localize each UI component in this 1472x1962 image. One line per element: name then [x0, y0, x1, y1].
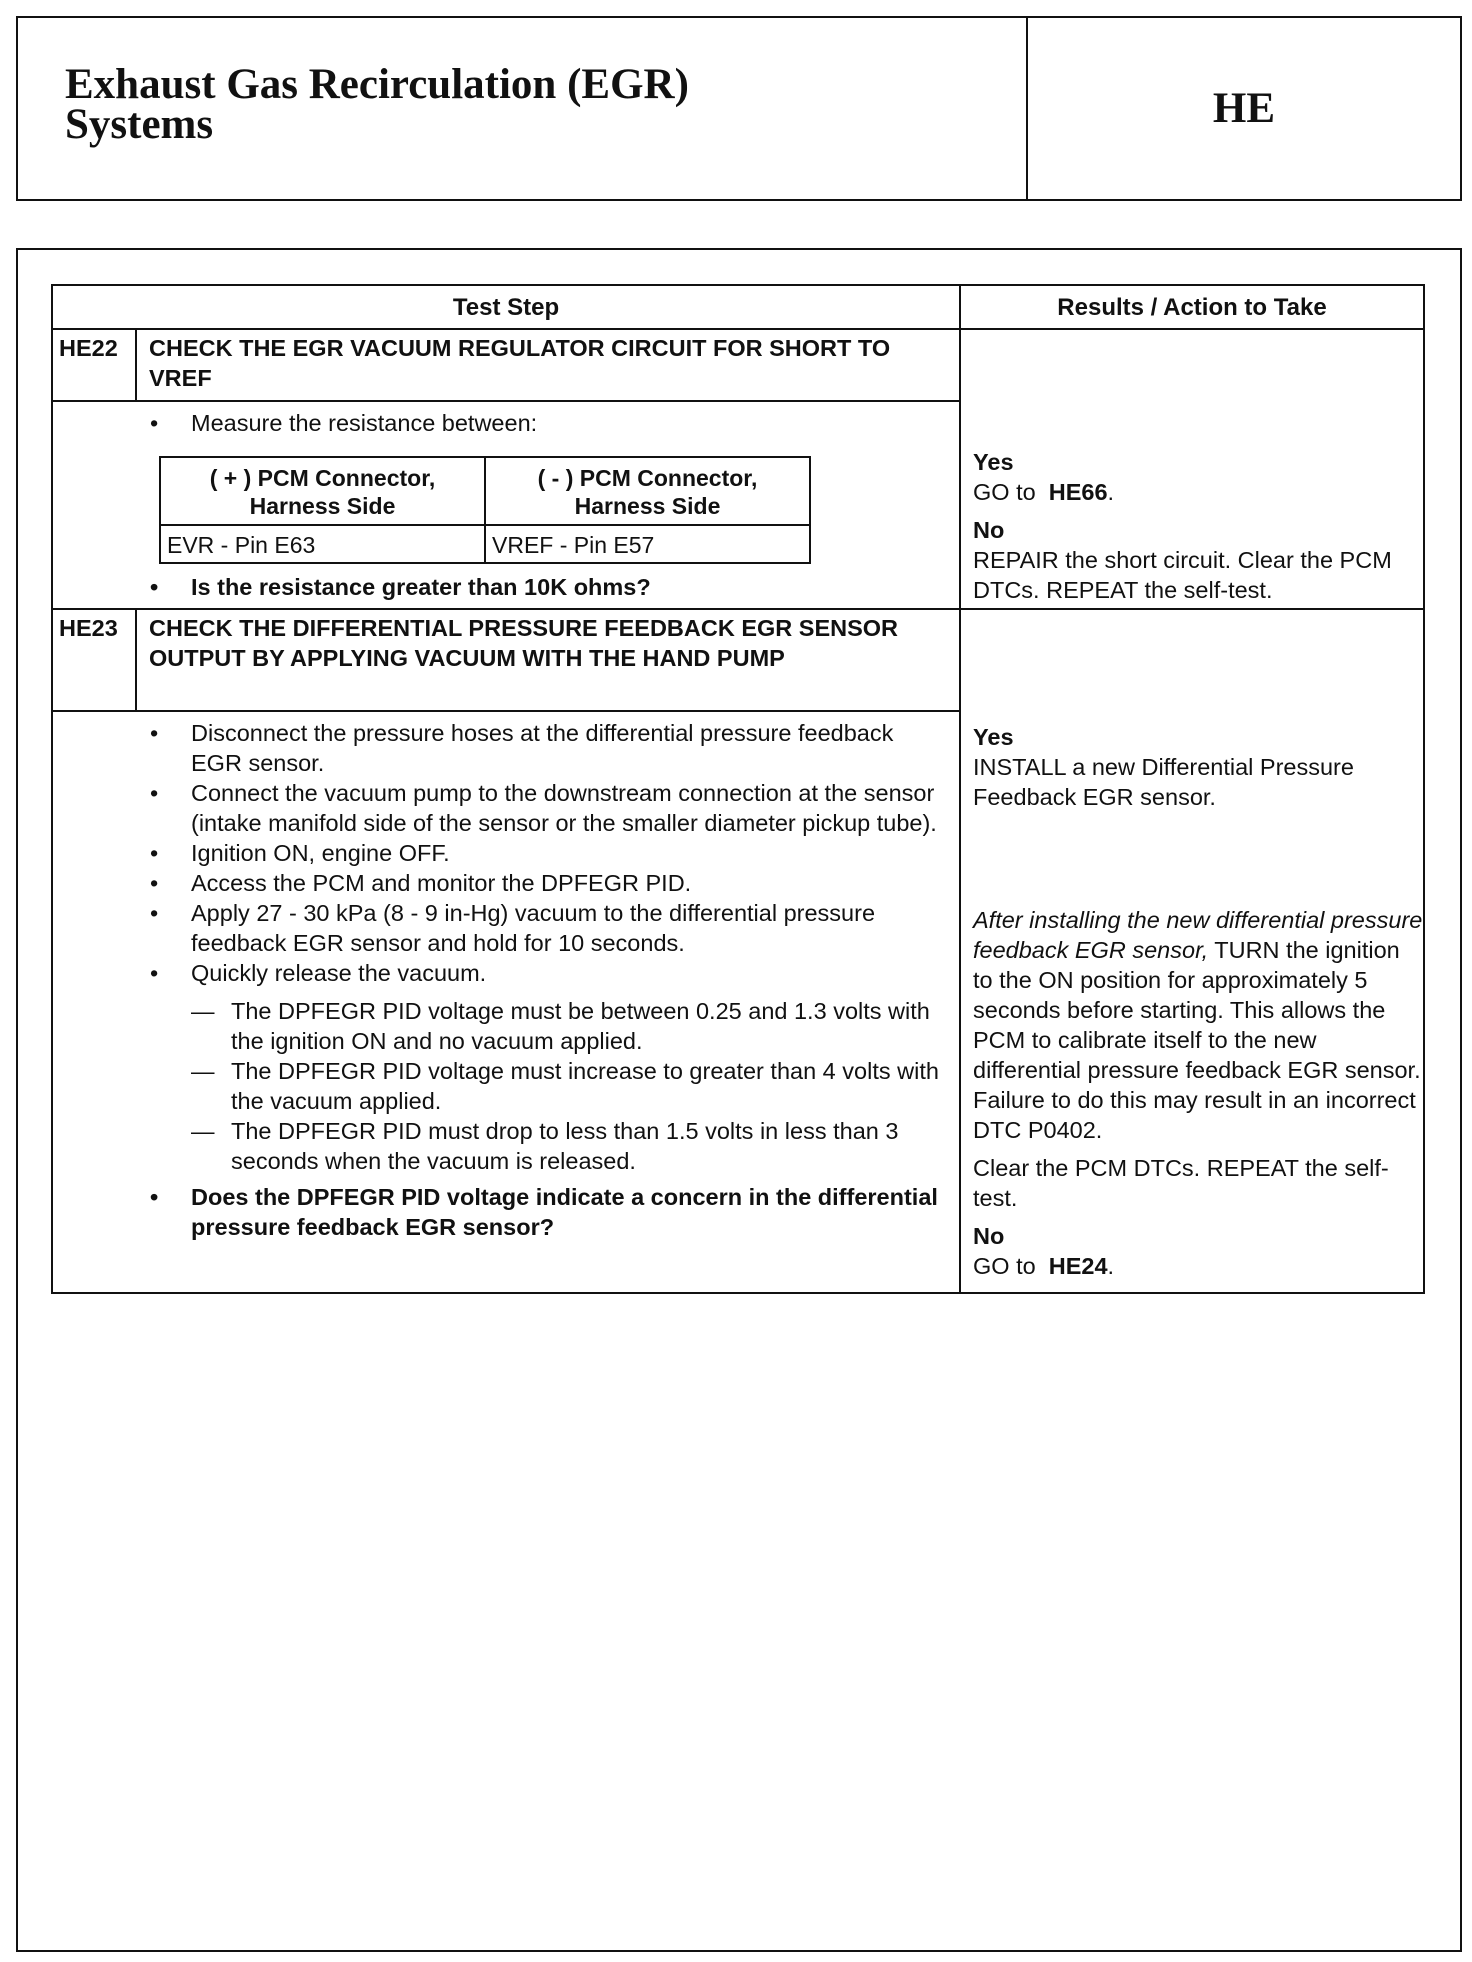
step-title-he23: CHECK THE DIFFERENTIAL PRESSURE FEEDBACK EGR SENSOR OUTPUT BY APPLYING VACUUM WITH THE HAND PUMP: [136, 609, 960, 711]
yes-action-he23: INSTALL a new Differential Pressure Feedback EGR sensor.: [973, 754, 1354, 810]
content-frame: [16, 248, 1462, 1952]
step-title-he22: CHECK THE EGR VACUUM REGULATOR CIRCUIT FOR SHORT TO VREF: [136, 329, 960, 401]
he23-criterion: — The DPFEGR PID voltage must increase to greater than 4 volts with the vacuum applied.: [53, 1056, 949, 1116]
yes-label-he23: Yes: [973, 724, 1014, 750]
step-body-he23: [52, 711, 960, 1293]
results-header: Results / Action to Take: [960, 285, 1424, 329]
no-label-he22: No: [973, 517, 1005, 543]
page-title: [18, 18, 1028, 199]
install-note: After installing the new differential pressure feedback EGR sensor, TURN the ignition to the ON position for approximately 5 seconds before starting. This allows the PCM to calibrate itself to the new differential pressure feedback EGR sensor. Failure to do this may result in an incorrect DTC P0402.: [973, 907, 1423, 1143]
he23-bullet: • Disconnect the pressure hoses at the differential pressure feedback EGR sensor.: [53, 718, 949, 778]
no-action-he22: REPAIR the short circuit. Clear the PCM DTCs. REPEAT the self-test.: [973, 547, 1392, 603]
no-action-he23: GO to HE24.: [973, 1253, 1115, 1279]
results-he22: [960, 329, 1424, 609]
he23-bullet: • Access the PCM and monitor the DPFEGR PID.: [53, 868, 949, 898]
step-code-he23: HE23: [52, 609, 136, 711]
connector-pin-negative: VREF - Pin E57: [485, 525, 810, 563]
he22-bullet: • Measure the resistance between:: [53, 408, 949, 438]
test-step-header: Test Step: [52, 285, 960, 329]
yes-action-he22: GO to HE66.: [973, 479, 1115, 505]
he23-bullet: • Quickly release the vacuum.: [53, 958, 949, 988]
he23-bullet: • Ignition ON, engine OFF.: [53, 838, 949, 868]
clear-dtc-note: Clear the PCM DTCs. REPEAT the self-test.: [973, 1155, 1389, 1211]
section-code: HE: [1212, 85, 1276, 132]
procedure-table: [51, 284, 1425, 1294]
page-header: [16, 16, 1462, 201]
he22-question: • Is the resistance greater than 10K ohms?: [53, 572, 949, 602]
step-body-he22: [52, 401, 960, 609]
connector-table: [159, 456, 811, 564]
he23-question: • Does the DPFEGR PID voltage indicate a concern in the differential pressure feedback EGR sensor?: [53, 1182, 949, 1242]
he23-criterion: — The DPFEGR PID voltage must be between 0.25 and 1.3 volts with the ignition ON and no vacuum applied.: [53, 996, 949, 1056]
yes-label-he22: Yes: [973, 449, 1014, 475]
page-title-line1: Exhaust Gas Recirculation (EGR): [65, 61, 689, 108]
he23-criterion: — The DPFEGR PID must drop to less than 1.5 volts in less than 3 seconds when the vacuum is released.: [53, 1116, 949, 1176]
step-code-he22: HE22: [52, 329, 136, 401]
he23-bullet: • Connect the vacuum pump to the downstream connection at the sensor (intake manifold side of the sensor or the smaller diameter pickup tube).: [53, 778, 949, 838]
connector-header-negative: ( - ) PCM Connector, Harness Side: [485, 457, 810, 525]
he23-bullet: • Apply 27 - 30 kPa (8 - 9 in-Hg) vacuum to the differential pressure feedback EGR sensor and hold for 10 seconds.: [53, 898, 949, 958]
no-label-he23: No: [973, 1223, 1005, 1249]
page-title-line2: Systems: [65, 101, 214, 148]
connector-header-positive: ( + ) PCM Connector, Harness Side: [160, 457, 485, 525]
connector-pin-positive: EVR - Pin E63: [160, 525, 485, 563]
results-he23: [960, 609, 1424, 1293]
